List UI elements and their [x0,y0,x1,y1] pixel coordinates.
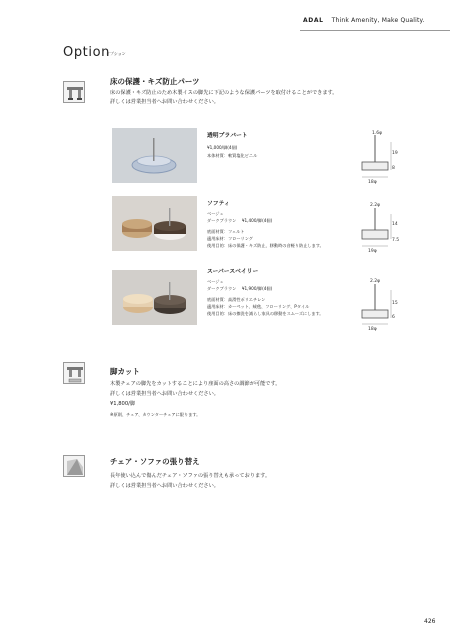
product-name: 透明プラバート [207,133,248,139]
dim-h2: 6 [392,315,395,320]
floor-protector-icon [63,81,85,103]
product-line: 使用目的：床の擦洗を減らし家具の移動をスムーズにします。 [207,311,324,316]
dim-h1: 14 [392,222,398,227]
dimension-diagram-2 [355,200,415,262]
brand-header [303,17,425,24]
product-line: ベージュ [207,279,224,284]
product-line: 底面材質：高滑性ポリエチレン [207,297,266,302]
product-line: ダークブラウン ¥1,400/脚(4個) [207,218,273,223]
product-line: 適用床材：カーペット、絨毯、フローリング、Pタイル [207,304,310,309]
dim-top: 2.2φ [370,203,381,208]
dim-bottom: 18φ [368,327,377,332]
dimension-diagram-1 [355,128,415,192]
section2-desc-2: 詳しくは営業担当者へお問い合わせください。 [110,391,219,397]
product-line: ベージュ [207,211,224,216]
product-line: ¥1,000/脚(4個) [207,145,238,150]
reupholster-icon [63,455,85,477]
product-name: ソフティ [207,201,230,207]
dim-h1: 15 [392,301,398,306]
section2-title: 脚カット [110,367,140,376]
brand-name: ADAL [303,17,324,24]
product-name: スーパースベイリー [207,269,259,275]
product-1-info [207,130,257,159]
header-divider [300,30,450,31]
product-line: 使用目的：床の保護・キズ防止、移動時の音軽り防止します。 [207,243,324,248]
page-number: 426 [424,618,436,625]
page-title: Option [63,45,110,60]
leg-cut-icon [63,362,85,384]
page-subtitle: オプション [106,51,126,56]
product-line: ダークブラウン ¥1,900/脚(4個) [207,286,273,291]
product-3-info [207,266,324,317]
brand-tagline: Think Amenity, Make Quality. [331,17,425,24]
dimension-diagram-3 [355,276,415,340]
section2-note: ※原則、チェア、カウンターチェアに限ります。 [110,412,201,417]
section3-desc-1: 長年使い込んで傷んだチェア・ソファの張り替えも承っております。 [110,473,271,479]
dim-h2: 8 [392,166,395,171]
product-line: 適用床材：フローリング [207,236,253,241]
dim-h1: 19 [392,151,398,156]
section2-price: ¥1,800/脚 [110,401,136,407]
section1-title: 床の保護・キズ防止パーツ [110,77,200,86]
product-photo-super-sliding [112,270,197,325]
section2-desc-1: 木製チェアの脚先をカットすることにより座面の高さの調節が可能です。 [110,381,281,387]
product-line: 本体材質：軟質塩化ビニル [207,153,258,158]
product-line: 底面材質：フェルト [207,229,245,234]
dim-top: 2.2φ [370,279,381,284]
section3-desc-2: 詳しくは営業担当者へお問い合わせください。 [110,483,219,489]
product-photo-clear-glide [112,128,197,183]
section3-title: チェア・ソファの張り替え [110,457,200,466]
product-photo-softy [112,196,197,251]
dim-top: 1.6φ [372,131,383,136]
product-2-info [207,198,324,249]
dim-h2: 7.5 [392,238,400,243]
section1-desc-1: 床の保護・キズ防止のため木製イスの脚先に下記のような保護パーツを取付けることができます。 [110,90,338,96]
dim-bottom: 19φ [368,249,377,254]
section1-desc-2: 詳しくは営業担当者へお問い合わせください。 [110,99,219,105]
dim-bottom: 18φ [368,180,377,185]
